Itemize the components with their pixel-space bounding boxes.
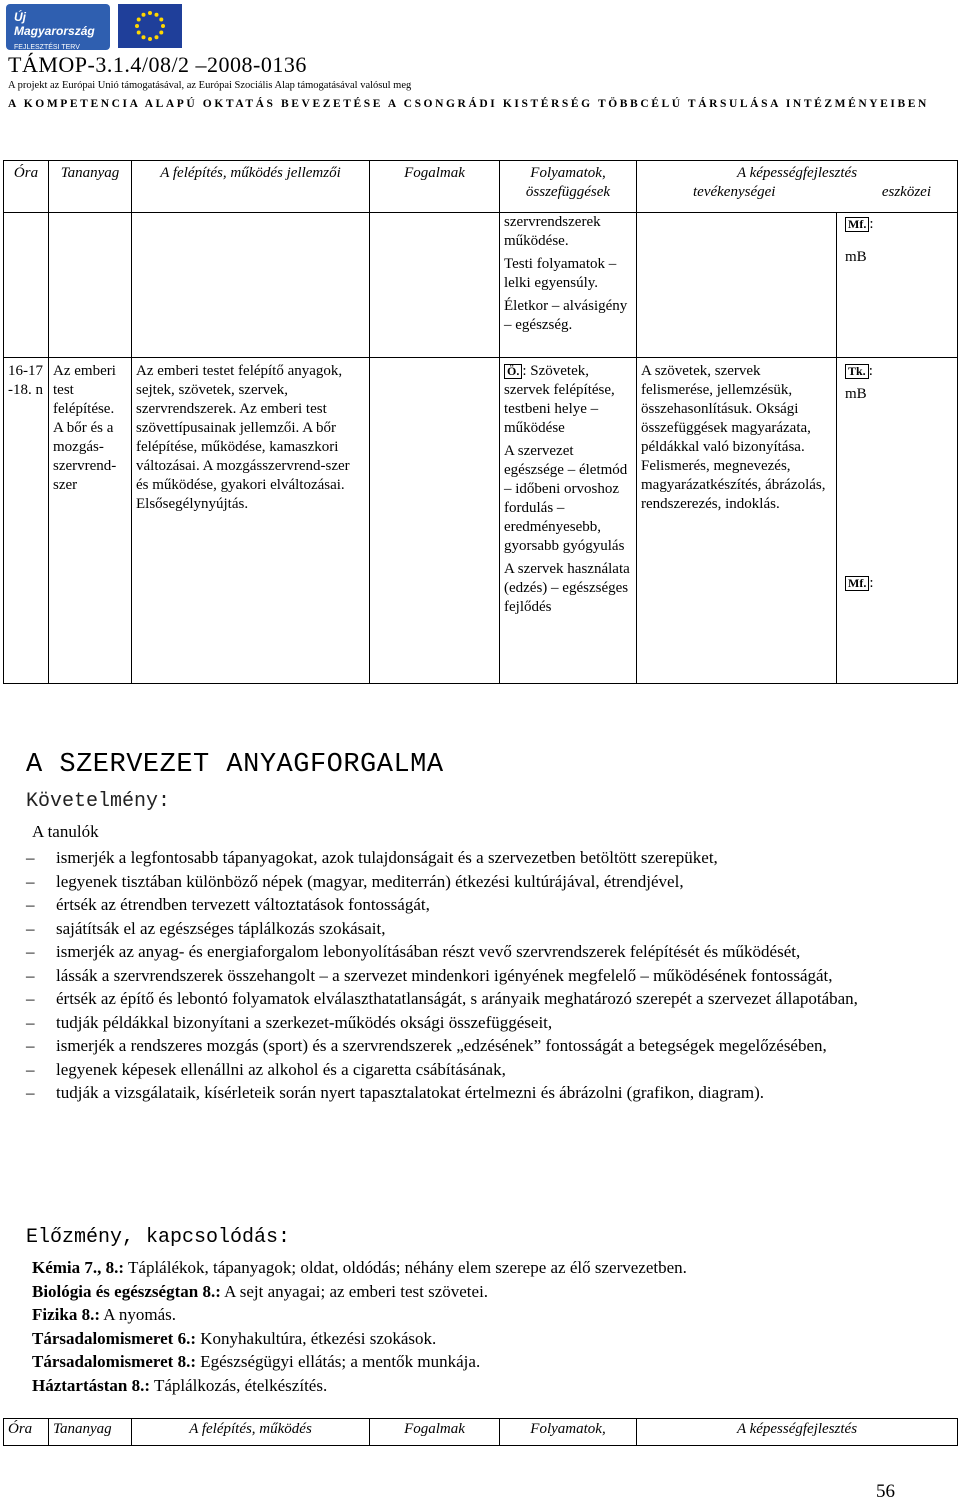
- cell-eszkozei: [837, 358, 958, 684]
- table-row-main: [4, 358, 958, 684]
- table-row-continued: [4, 213, 958, 358]
- header-tananyag: Tananyag: [49, 161, 132, 213]
- requirement-item: [26, 940, 906, 964]
- cell-tevekenysegei: A szövetek, szervek felismerése, jellemzésük, összehasonlításuk. Oksági összefüggések magyarázata, példákkal való bizonyítása. Felismerés, megnevezés, magyarázatkészítés, ábrázolás, rendszerezés, indoklás.: [637, 358, 837, 684]
- requirement-text: tudják példákkal bizonyítani a szerkezet-működés oksági összefüggéseit,: [56, 1012, 553, 1032]
- link-subject: Fizika 8.:: [32, 1305, 100, 1324]
- header-fogalmak: Fogalmak: [370, 161, 500, 213]
- cell-folyamatok: [500, 358, 637, 684]
- footer-felepites: A felépítés, működés: [132, 1419, 370, 1446]
- folyamat-item: szervrendszerek működése.: [504, 214, 601, 249]
- dash-bullet: –: [26, 895, 35, 914]
- dash-bullet: –: [26, 1012, 35, 1032]
- link-subject: Kémia 7., 8.:: [32, 1258, 125, 1277]
- mf-badge: Mf.: [845, 217, 869, 232]
- dash-bullet: –: [26, 942, 35, 961]
- requirement-item: [26, 1081, 906, 1105]
- folyamat-item: A szervezet egészsége – életmód – időbeni orvoshoz fordulás – eredményesebb, gyorsabb gyógyulás: [504, 443, 628, 554]
- cell-felepites: Az emberi testet felépítő anyagok, sejtek, szövetek, szervek, szervrendszerek. Az emberi test szövettípusainak jellemzői. A bőr felépítése, működése, kamaszkori változásai. A mozgásszervrend-szer és működése, gyakori elváltozásai. Elsősegélynyújtás.: [132, 358, 370, 684]
- tanulok-label: A tanulók: [32, 822, 99, 841]
- link-text: Egészségügyi ellátás; a mentők munkája.: [196, 1352, 481, 1371]
- link-item: [32, 1327, 687, 1351]
- header-kepesseg-sub: [641, 183, 953, 202]
- requirement-text: sajátítsák el az egészséges táplálkozás szokásait,: [56, 918, 386, 938]
- folyamat-item: A szervek használata (edzés) – egészséges fejlődés: [504, 561, 630, 615]
- requirement-text: tudják a vizsgálataik, kísérleteik során nyert tapasztalatokat értelmezni és ábrázolni (grafikon, diagram).: [56, 1083, 765, 1102]
- dash-bullet: –: [26, 918, 35, 938]
- dash-bullet: –: [26, 1083, 35, 1102]
- requirement-text: legyenek képesek ellenállni az alkohol és a cigaretta csábításának,: [56, 1059, 506, 1079]
- colon: :: [868, 363, 873, 379]
- cell-ora: 16-17-18. n: [4, 358, 49, 684]
- o-badge: Ö.: [504, 364, 522, 379]
- cell-folyamatok-continued: [500, 213, 637, 358]
- footer-tananyag: Tananyag: [49, 1419, 132, 1446]
- link-text: Táplálkozás, ételkészítés.: [150, 1375, 328, 1395]
- section-title: A SZERVEZET ANYAGFORGALMA: [26, 750, 444, 780]
- dash-bullet: –: [26, 1036, 35, 1055]
- header-ora: Óra: [4, 161, 49, 213]
- folyamat-item: Testi folyamatok – lelki egyensúly.: [504, 256, 617, 291]
- link-text: Konyhakultúra, étkezési szokások.: [196, 1328, 437, 1348]
- colon: :: [869, 216, 874, 232]
- eszkoz-line: [845, 574, 953, 593]
- link-item: [32, 1350, 687, 1374]
- program-id: TÁMOP-3.1.4/08/2 –2008-0136: [8, 52, 307, 77]
- cell-tananyag: Az emberi test felépítése. A bőr és a mozgás-szervrend-szer: [49, 358, 132, 684]
- consortium-title: A KOMPETENCIA ALAPÚ OKTATÁS BEVEZETÉSE A CSONGRÁDI KISTÉRSÉG TÖBBCÉLÚ TÁRSULÁSA INTÉZMÉNYEIBEN: [8, 98, 929, 110]
- requirement-item: [26, 917, 906, 941]
- dash-bullet: –: [26, 871, 35, 891]
- requirement-text: legyenek tisztában különböző népek (magyar, mediterrán) étkezési kultúrájával, étrendjével,: [56, 871, 684, 891]
- eszkoz-line: [845, 215, 953, 234]
- requirement-text: ismerjék az anyag- és energiaforgalom lebonyolításában részt vevő szervrendszerek felépítését és működését,: [56, 942, 801, 961]
- page-number: 56: [876, 1481, 895, 1502]
- curriculum-table: [3, 160, 958, 684]
- eu-stars-icon: [118, 4, 182, 48]
- footer-folyamatok: Folyamatok,: [500, 1419, 637, 1446]
- tk-badge: Tk.: [845, 364, 869, 379]
- logo-left-text: Új Magyarország: [14, 10, 95, 38]
- cell-fogalmak: [370, 358, 500, 684]
- cell-eszkozei-continued: [837, 213, 958, 358]
- requirement-text: lássák a szervrendszerek összehangolt – a szervezet mindenkori igényének megfelelő – működésének fontosságát,: [56, 965, 833, 985]
- kovetelmeny-heading: Követelmény:: [26, 790, 171, 813]
- elozmeny-heading: Előzmény, kapcsolódás:: [26, 1226, 291, 1249]
- requirement-item: [26, 1058, 906, 1082]
- header-folyamatok: Folyamatok, összefüggések: [500, 161, 637, 213]
- cell-empty: [370, 213, 500, 358]
- eszkoz-line: [845, 362, 953, 381]
- requirement-item: [26, 964, 906, 988]
- footer-ora: Óra: [4, 1419, 49, 1446]
- requirement-text: értsék az építő és lebontó folyamatok elválaszthatatlanságát, s arányaik meghatározó szerepét a szervezet állapotában,: [56, 989, 858, 1008]
- dash-bullet: –: [26, 1059, 35, 1079]
- mf-badge: Mf.: [845, 576, 869, 591]
- link-subject: Biológia és egészségtan 8.:: [32, 1281, 221, 1301]
- header-tevekenysegei: tevékenységei: [693, 184, 776, 200]
- eu-flag-icon: [118, 4, 182, 48]
- header-kepesseg-group: A képességfejlesztés: [736, 165, 858, 181]
- link-item: [32, 1374, 687, 1398]
- requirement-item: [26, 987, 906, 1011]
- cell-empty: [49, 213, 132, 358]
- cell-empty: [637, 213, 837, 358]
- header-kepesseg: [637, 161, 958, 213]
- folyamat-text: : Szövetek, szervek felépítése, testbeni helye – működése: [504, 363, 615, 436]
- footer-table-header: [3, 1418, 958, 1446]
- dash-bullet: –: [26, 848, 35, 867]
- table-header-row: [4, 161, 958, 213]
- links-list: [32, 1256, 687, 1397]
- logo-left-subtext: FEJLESZTÉSI TERV: [14, 44, 80, 50]
- folyamat-item: Életkor – alvásigény – egészség.: [504, 298, 628, 333]
- project-line: A projekt az Európai Unió támogatásával, az Európai Szociális Alap támogatásával valósul meg: [8, 80, 412, 91]
- link-text: A nyomás.: [100, 1305, 177, 1324]
- requirement-text: ismerjék a rendszeres mozgás (sport) és a szervrendszerek „edzésének” fontosságát a betegségek megelőzésében,: [56, 1036, 827, 1055]
- requirement-item: [26, 1034, 906, 1058]
- requirement-text: értsék az étrendben tervezett változtatások fontosságát,: [56, 895, 430, 914]
- header-felepites: A felépítés, működés jellemzői: [132, 161, 370, 213]
- footer-fogalmak: Fogalmak: [370, 1419, 500, 1446]
- requirement-item: [26, 893, 906, 917]
- cell-empty: [132, 213, 370, 358]
- dash-bullet: –: [26, 965, 35, 985]
- cell-empty: [4, 213, 49, 358]
- uj-magyarorszag-logo: [6, 4, 110, 50]
- eszkoz-mb: mB: [845, 386, 867, 402]
- requirement-item: [26, 846, 906, 870]
- header-eszkozei: eszközei: [881, 184, 931, 200]
- colon: :: [869, 575, 874, 591]
- dash-bullet: –: [26, 989, 35, 1008]
- link-item: [32, 1256, 687, 1280]
- link-subject: Társadalomismeret 6.:: [32, 1328, 196, 1348]
- requirement-text: ismerjék a legfontosabb tápanyagokat, azok tulajdonságait és a szervezetben betöltött szerepüket,: [56, 848, 718, 867]
- eszkoz-mb: mB: [845, 249, 867, 265]
- link-subject: Háztartástan 8.:: [32, 1375, 151, 1395]
- requirements-list: [26, 846, 906, 1105]
- folyamat-item: [504, 362, 632, 438]
- link-text: A sejt anyagai; az emberi test szövetei.: [220, 1281, 489, 1301]
- link-item: [32, 1280, 687, 1304]
- link-text: Táplálékok, tápanyagok; oldat, oldódás; néhány elem szerepe az élő szervezetben.: [124, 1258, 687, 1277]
- link-subject: Társadalomismeret 8.:: [32, 1352, 196, 1371]
- requirement-item: [26, 870, 906, 894]
- link-item: [32, 1303, 687, 1327]
- footer-kepesseg: A képességfejlesztés: [637, 1419, 958, 1446]
- requirement-item: [26, 1011, 906, 1035]
